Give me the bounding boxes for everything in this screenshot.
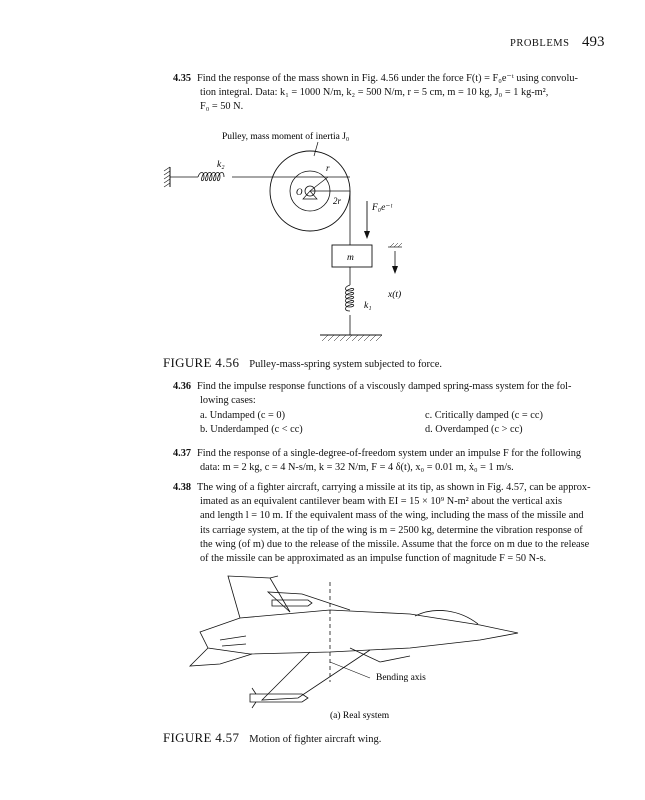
tail-tip — [270, 576, 278, 578]
problem-text: The wing of a fighter aircraft, carrying a missile at its tip, as shown in Fig. 4.57, can be approx- — [197, 482, 591, 493]
radius-r-line — [310, 177, 328, 191]
aircraft-sketch — [190, 576, 518, 708]
exhaust — [220, 636, 246, 646]
problem-text: lowing cases: — [200, 395, 256, 407]
force-label: F₀e⁻ᵗ — [372, 203, 392, 213]
problem-number: 4.38 — [173, 482, 192, 493]
problem-4-38 — [173, 481, 603, 566]
option-a: a. Undamped (c = 0) — [200, 410, 286, 421]
pulley-label-leader — [314, 142, 318, 156]
problem-number: 4.36 — [173, 381, 192, 392]
problem-4-37 — [173, 447, 603, 475]
problem-text: imated as an equivalent cantilever beam with EI = 15 × 10⁹ N-m² about the vertical axis — [200, 496, 562, 508]
problem-text: Find the response of a single-degree-of-freedom system under an impulse F for the following — [197, 448, 582, 459]
r-label: r — [326, 163, 330, 173]
figure-4-57-caption — [163, 730, 381, 746]
problem-text: F₀ = 50 N. — [200, 101, 244, 113]
problem-number: 4.37 — [173, 448, 192, 459]
near-wing — [262, 650, 370, 700]
option-c: c. Critically damped (c = cc) — [425, 410, 543, 421]
vertical-tail — [228, 576, 290, 618]
problem-4-36 — [173, 380, 603, 408]
problem-text: and length l = 10 m. If the equivalent mass of the wing, including the mass of the missile and — [200, 510, 584, 522]
pulley-label: Pulley, mass moment of inertia J₀ — [222, 132, 350, 142]
problem-number: 4.35 — [173, 73, 192, 84]
problem-text: Find the response of the mass shown in Fig. 4.56 under the force F(t) = F₀e⁻ᵗ using convolu- — [197, 73, 578, 84]
ground-hatch — [322, 335, 382, 341]
horizontal-tail — [190, 648, 252, 666]
missile-fins — [252, 688, 256, 708]
disp-arrowhead — [392, 266, 398, 274]
k2-label: k₂ — [217, 160, 225, 170]
intake — [350, 648, 410, 662]
disp-label: x(t) — [388, 290, 402, 300]
figure-label: FIGURE 4.57 — [163, 730, 240, 745]
left-wall-hatch — [164, 167, 170, 187]
page-number: 493 — [582, 34, 605, 50]
figure-4-56-diagram — [160, 125, 520, 355]
problem-4-35 — [173, 72, 603, 115]
figure-label: FIGURE 4.56 — [163, 355, 240, 370]
figure-caption-text: Pulley-mass-spring system subjected to force. — [249, 359, 443, 370]
subcaption: (a) Real system — [330, 711, 390, 721]
problem-text: data: m = 2 kg, c = 4 N-s/m, k = 32 N/m, F = 4 δ(t), x₀ = 0.01 m, ẋ₀ = 1 m/s. — [200, 462, 514, 474]
figure-4-57-diagram — [180, 570, 520, 725]
running-header: PROBLEMS — [510, 38, 570, 49]
bending-axis-leader — [330, 662, 370, 678]
problem-text: Find the impulse response functions of a viscously damped spring-mass system for the fol- — [197, 381, 572, 392]
problem-text: tion integral. Data: k₁ = 1000 N/m, k₂ = 500 N/m, r = 5 cm, m = 10 kg, J₀ = 1 kg-m², — [200, 87, 549, 99]
force-arrowhead — [364, 231, 370, 239]
2r-label: 2r — [333, 196, 342, 206]
option-b: b. Underdamped (c < cc) — [200, 424, 303, 435]
disp-ref-hatch — [390, 243, 402, 247]
option-d: d. Overdamped (c > cc) — [425, 424, 523, 435]
canopy — [415, 610, 478, 624]
pivot-o-label: O — [296, 187, 303, 197]
near-missile — [250, 694, 308, 702]
figure-4-56-caption — [163, 355, 442, 371]
mass-label: m — [347, 253, 354, 263]
figure-caption-text: Motion of fighter aircraft wing. — [249, 734, 382, 745]
problem-text: the wing (of m) due to the release of the missile. Assume that the force on m due to the release — [200, 538, 590, 550]
problem-text: of the missile can be approximated as an impulse function of magnitude F = 50 N-s. — [200, 553, 547, 565]
problem-text: its carriage system, at the tip of the wing is m = 2500 kg, determine the vibration response of — [200, 524, 583, 536]
bending-axis-label: Bending axis — [376, 673, 426, 683]
k1-label: k₁ — [364, 301, 372, 311]
fuselage — [200, 610, 518, 654]
spring-k2 — [198, 173, 224, 181]
spring-k1 — [346, 285, 354, 311]
